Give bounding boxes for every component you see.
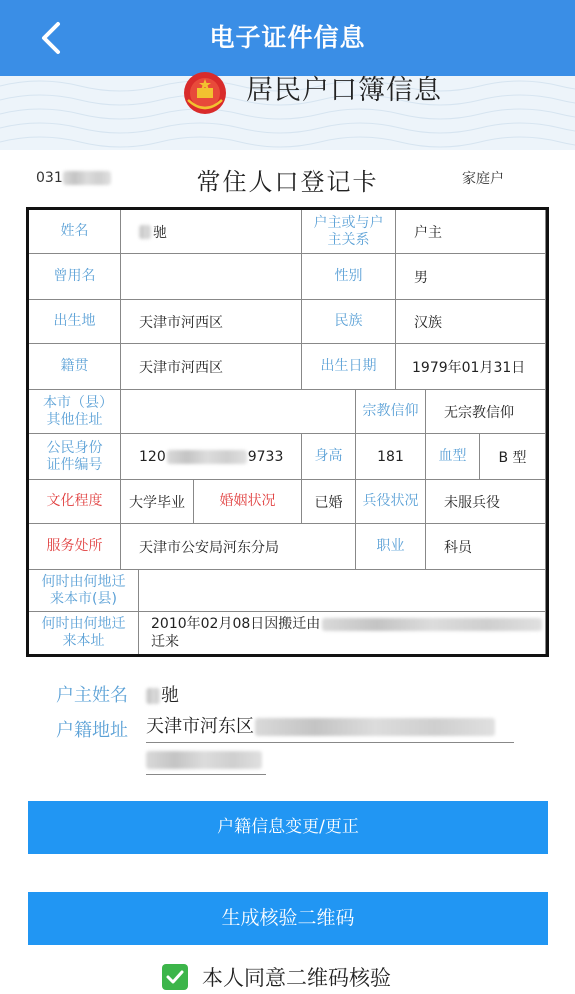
birthplace-label: 出生地 [29,300,121,344]
moved-address-text: 2010年02月08日因搬迁由 [151,616,321,632]
blood-type-value: B 型 [480,434,546,480]
gender-value: 男 [396,254,546,300]
name-label: 姓名 [29,210,121,254]
head-name-redacted [146,688,160,704]
military-status-label: 兵役状况 [356,480,426,524]
name-redacted [139,225,151,239]
occupation-label: 职业 [356,524,426,570]
native-place-label: 籍贯 [29,344,121,390]
education-label: 文化程度 [29,480,121,524]
occupation-value: 科员 [426,524,546,570]
agree-checkbox[interactable] [162,964,188,990]
agree-text: 本人同意二维码核验 [202,966,391,990]
moved-city-value [139,570,546,612]
head-name-value [146,681,179,707]
birthdate-label: 出生日期 [302,344,396,390]
banner-title: 居民户口簿信息 [246,75,442,106]
address-value [146,712,514,743]
other-address-value [121,390,356,434]
workplace-label: 服务处所 [29,524,121,570]
generate-qr-button[interactable]: 生成核验二维码 [28,892,548,945]
head-name-label: 户主姓名 [56,685,128,706]
title-bar [0,0,575,76]
head-name-text: 驰 [161,685,179,706]
relation-label: 户主或与户主关系 [302,210,396,254]
ethnicity-value: 汉族 [396,300,546,344]
former-name-value [121,254,302,300]
registration-table [26,207,549,657]
other-address-label: 本市（县）其他住址 [29,390,121,434]
gender-label: 性别 [302,254,396,300]
address-label: 户籍地址 [56,720,128,741]
id-redacted [167,450,247,464]
change-household-button[interactable]: 户籍信息变更/更正 [28,801,548,854]
former-name-label: 曾用名 [29,254,121,300]
birthplace-value: 天津市河西区 [121,300,302,344]
height-value: 181 [356,434,426,480]
education-value: 大学毕业 [121,480,194,524]
workplace-value: 天津市公安局河东分局 [121,524,356,570]
card-title: 常住人口登记卡 [196,168,379,196]
id-prefix: 120 [139,448,166,465]
address-redacted-2 [146,751,262,769]
household-type: 家庭户 [462,171,504,187]
id-number-label: 公民身份证件编号 [29,434,121,480]
height-label: 身高 [302,434,356,480]
check-icon [162,964,188,990]
card-number-prefix: 031 [36,170,63,186]
address-value-line2 [146,746,266,775]
relation-value: 户主 [396,210,546,254]
id-suffix: 9733 [247,448,284,465]
religion-value: 无宗教信仰 [426,390,546,434]
moved-address-value [139,612,546,654]
moved-address-label: 何时由何地迁来本址 [29,612,139,654]
moved-city-label: 何时由何地迁来本市(县) [29,570,139,612]
moved-address-suffix: 迁来 [151,634,179,650]
military-status-value: 未服兵役 [426,480,546,524]
birthdate-value: 1979年01月31日 [396,344,546,390]
name-text: 驰 [153,224,167,241]
page-title: 电子证件信息 [209,23,366,52]
address-redacted [255,718,495,736]
address-text: 天津市河东区 [146,716,254,737]
blood-type-label: 血型 [426,434,480,480]
id-number-value [121,434,302,480]
native-place-value: 天津市河西区 [121,344,302,390]
name-value [121,210,302,254]
marital-status-value: 已婚 [302,480,356,524]
ethnicity-label: 民族 [302,300,396,344]
national-emblem-icon [182,70,228,116]
religion-label: 宗教信仰 [356,390,426,434]
moved-address-redacted [322,618,542,631]
marital-status-label: 婚姻状况 [194,480,302,524]
